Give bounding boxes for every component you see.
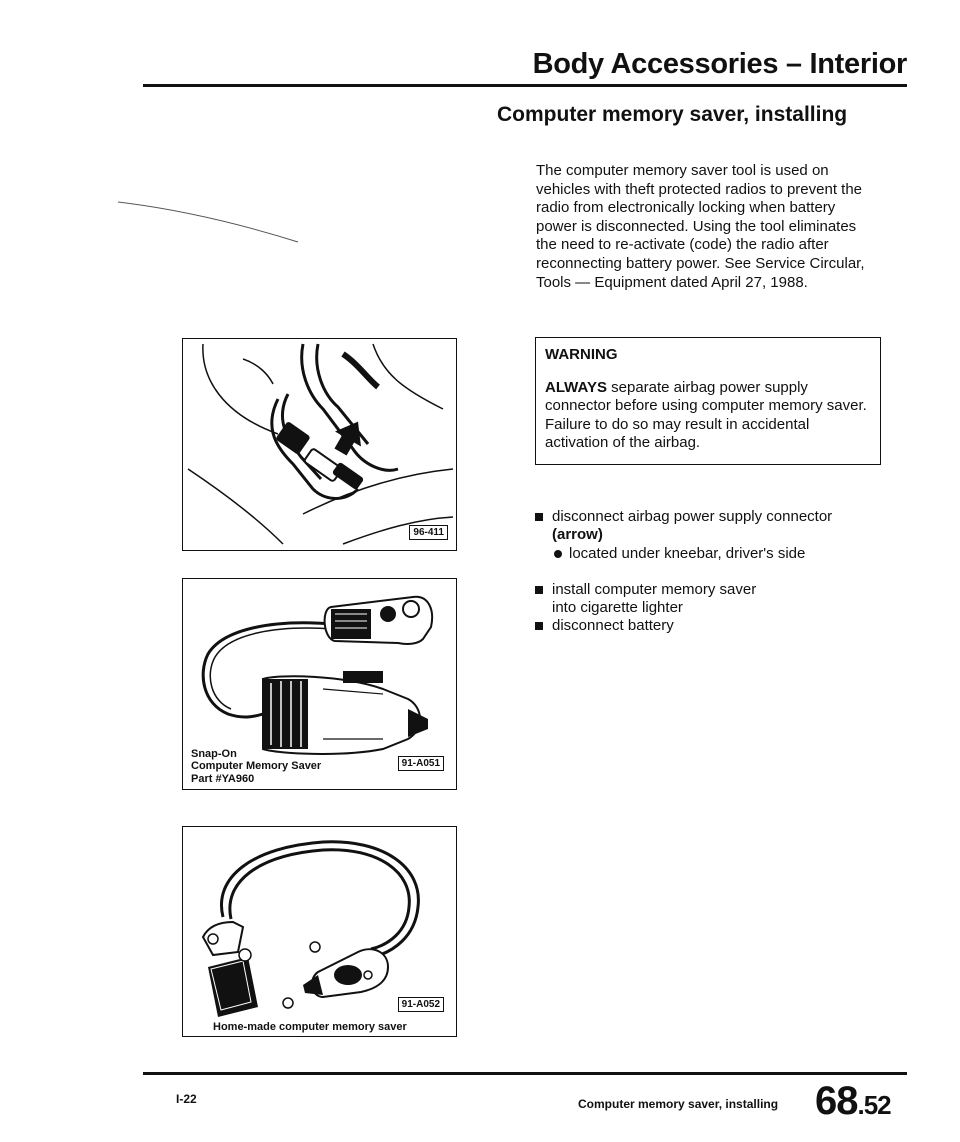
section-title: Computer memory saver, installing [497,103,848,126]
caption-line: Snap-On [191,747,237,760]
warning-lead: ALWAYS [545,378,607,396]
step-text: disconnect battery [552,617,674,634]
caption-line: Part #YA960 [191,772,255,785]
step-subtext: located under kneebar, driver's side [569,545,806,562]
warning-heading: WARNING [545,346,618,363]
header-rule [143,84,907,87]
figure-id-label: 91-A051 [398,756,444,771]
footer-rule [143,1072,907,1075]
figure-airbag-connector [182,338,457,551]
page-number: I-22 [176,1092,197,1106]
section-number-sub: .52 [857,1090,891,1120]
warning-box [535,337,881,465]
step-item [535,581,895,617]
warning-body: separate airbag power supply connector before using computer memory saver. Failure to do so may result in accidental activation of the airbag. [545,378,867,451]
figure-id-label: 96-411 [409,525,448,540]
figure-caption [191,748,321,786]
footer-section-number [815,1079,891,1124]
step-bold-note: (arrow) [552,526,603,543]
caption-line: Computer Memory Saver [191,760,322,772]
step-item [535,617,895,635]
figure-homemade-saver [182,826,457,1037]
figure-snapon-saver [182,578,457,790]
airbag-connector-illustration [183,339,457,551]
intro-paragraph: The computer memory saver tool is used on vehicles with theft protected radios to prevent the radio from electronically locking when battery power is disconnected. Using the tool eliminates the need to re-activate (code) the radio after reconnecting battery power. See Service Circular, Tools — Equipment dated April 27, 1988. [536,162,865,291]
step-text: disconnect airbag power supply connector [552,508,833,525]
figure-id-label: 91-A052 [398,997,444,1012]
step-subitem [535,545,895,563]
decorative-sketch-lines [118,180,308,250]
step-text: install computer memory saver into cigarette lighter [552,581,757,616]
warning-text [545,379,871,453]
footer-section-title: Computer memory saver, installing [578,1097,779,1111]
step-item [535,508,895,544]
square-bullet-icon [535,513,543,521]
square-bullet-icon [535,622,543,630]
square-bullet-icon [535,586,543,594]
figure-caption: Home-made computer memory saver [213,1020,407,1033]
procedure-steps [535,508,895,635]
header-title: Body Accessories – Interior [532,48,907,80]
section-number-main: 68 [815,1079,858,1123]
round-bullet-icon [554,550,562,558]
